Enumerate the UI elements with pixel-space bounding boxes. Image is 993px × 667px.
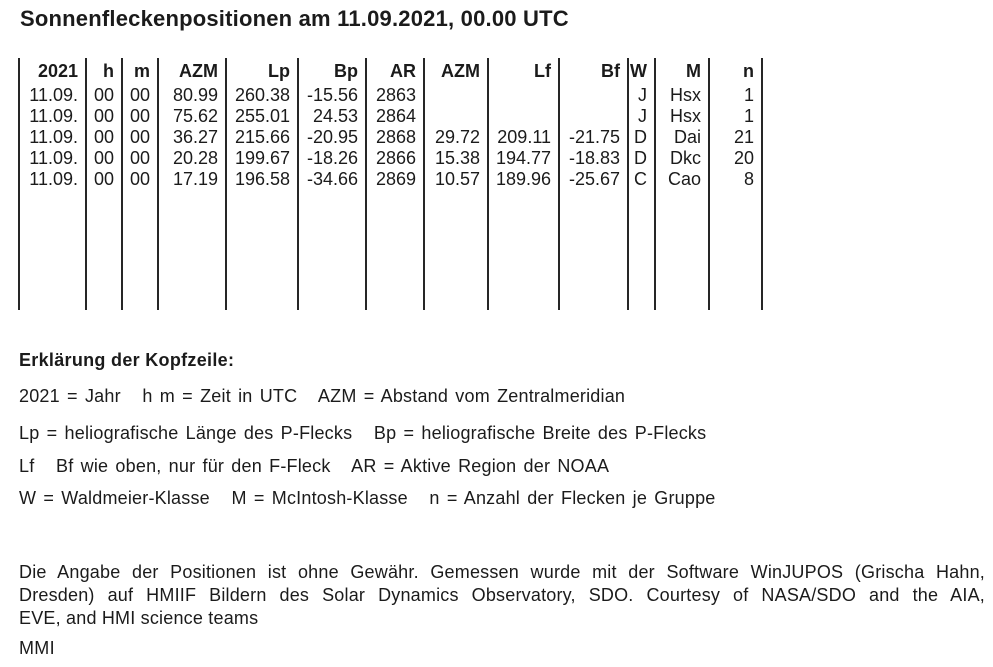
table-cell: J [638,85,647,105]
table-column-lp [225,58,297,310]
table-cell: D [634,148,647,168]
table-column-n [708,58,763,310]
table-cell: 00 [129,148,150,168]
table-cell: 2864 [375,106,416,126]
sunspot-position-table [18,58,763,310]
table-cell: 36.27 [172,127,218,147]
table-cell: 21 [733,127,754,147]
column-header: n [743,61,754,81]
column-header: h [103,61,114,81]
table-cell [489,106,558,127]
table-cell: 15.38 [434,148,480,168]
table-column-azm-p [157,58,225,310]
table-cell: 00 [129,127,150,147]
table-cell: -25.67 [568,169,620,189]
page-title: Sonnenfleckenpositionen am 11.09.2021, 00.00 UTC [20,6,569,31]
legend-line-lp-bp: Lp = heliografische Länge des P-Flecks Bp = heliografische Breite des P-Flecks [19,423,707,443]
column-header: AZM [441,61,480,81]
column-header: W [630,61,647,81]
table-cell: Cao [667,169,701,189]
table-cell: 194.77 [495,148,551,168]
disclaimer-line: Dresden) auf HMIIF Bildern des Solar Dynamics Observatory, SDO. Courtesy of NASA/SDO and the AIA, [19,585,985,605]
legend-line-lf-bf-ar: Lf Bf wie oben, nur für den F-Fleck AR = Aktive Region der NOAA [19,456,610,476]
table-column-minute [121,58,157,310]
table-cell: -21.75 [568,127,620,147]
table-cell: 10.57 [434,169,480,189]
table-cell: 1 [743,85,754,105]
table-cell: 260.38 [234,85,290,105]
table-cell: 11.09. [29,106,78,126]
column-header: Bf [601,61,620,81]
table-cell: 8 [743,169,754,189]
table-cell: 00 [93,85,114,105]
table-cell: 11.09. [29,127,78,147]
table-cell: 2866 [375,148,416,168]
table-cell: 2869 [375,169,416,189]
column-header: Bp [334,61,358,81]
table-cell: Dai [673,127,701,147]
table-cell: -20.95 [306,127,358,147]
table-cell [560,106,627,127]
table-cell: 75.62 [172,106,218,126]
table-cell: 196.58 [234,169,290,189]
table-cell: 215.66 [234,127,290,147]
table-cell: 20 [733,148,754,168]
column-header: m [133,61,150,81]
table-cell: 20.28 [172,148,218,168]
table-cell [560,85,627,106]
table-cell: J [638,106,647,126]
table-cell: Hsx [670,85,701,105]
table-cell: -34.66 [306,169,358,189]
table-cell: 2863 [375,85,416,105]
column-header: 2021 [37,61,78,81]
table-cell [489,85,558,106]
table-cell: 255.01 [234,106,290,126]
table-cell: 00 [129,106,150,126]
table-cell [425,106,487,127]
table-cell: 11.09. [29,169,78,189]
table-cell: 00 [93,106,114,126]
table-cell: 199.67 [234,148,290,168]
signature-text: MMI [19,638,55,658]
table-cell: D [634,127,647,147]
table-cell: 00 [129,169,150,189]
table-cell: 17.19 [172,169,218,189]
table-column-bf [558,58,627,310]
legend-heading: Erklärung der Kopfzeile: [19,350,235,370]
table-column-date [18,58,85,310]
column-header: M [686,61,701,81]
table-cell: Hsx [670,106,701,126]
table-cell: 00 [93,169,114,189]
disclaimer-paragraph [19,561,985,630]
table-column-azm-f [423,58,487,310]
table-cell [425,85,487,106]
table-cell: 00 [129,85,150,105]
table-column-hour [85,58,121,310]
table-cell: -15.56 [306,85,358,105]
table-cell: 189.96 [495,169,551,189]
column-header: AZM [179,61,218,81]
table-cell: 11.09. [29,85,78,105]
table-column-bp [297,58,365,310]
table-cell: 24.53 [312,106,358,126]
table-cell: Dkc [670,148,701,168]
table-cell: 1 [743,106,754,126]
table-column-m [654,58,708,310]
column-header: AR [390,61,416,81]
table-cell: 2868 [375,127,416,147]
table-cell: 29.72 [434,127,480,147]
table-cell: C [634,169,647,189]
table-cell: 80.99 [172,85,218,105]
table-cell: -18.26 [306,148,358,168]
table-column-ar [365,58,423,310]
table-column-w [627,58,654,310]
column-header: Lf [534,61,551,81]
table-cell: 209.11 [497,127,551,147]
table-cell: -18.83 [568,148,620,168]
disclaimer-line: Die Angabe der Positionen ist ohne Gewähr. Gemessen wurde mit der Software WinJUPOS (Grischa Hahn, [19,562,985,582]
table-column-lf [487,58,558,310]
legend-line-year-time-azm: 2021 = Jahr h m = Zeit in UTC AZM = Abstand vom Zentralmeridian [19,386,626,406]
table-cell: 00 [93,127,114,147]
table-cell: 11.09. [29,148,78,168]
disclaimer-line: EVE, and HMI science teams [19,608,259,628]
table-cell: 00 [93,148,114,168]
legend-line-w-m-n: W = Waldmeier-Klasse M = McIntosh-Klasse n = Anzahl der Flecken je Gruppe [19,488,716,508]
column-header: Lp [268,61,290,81]
